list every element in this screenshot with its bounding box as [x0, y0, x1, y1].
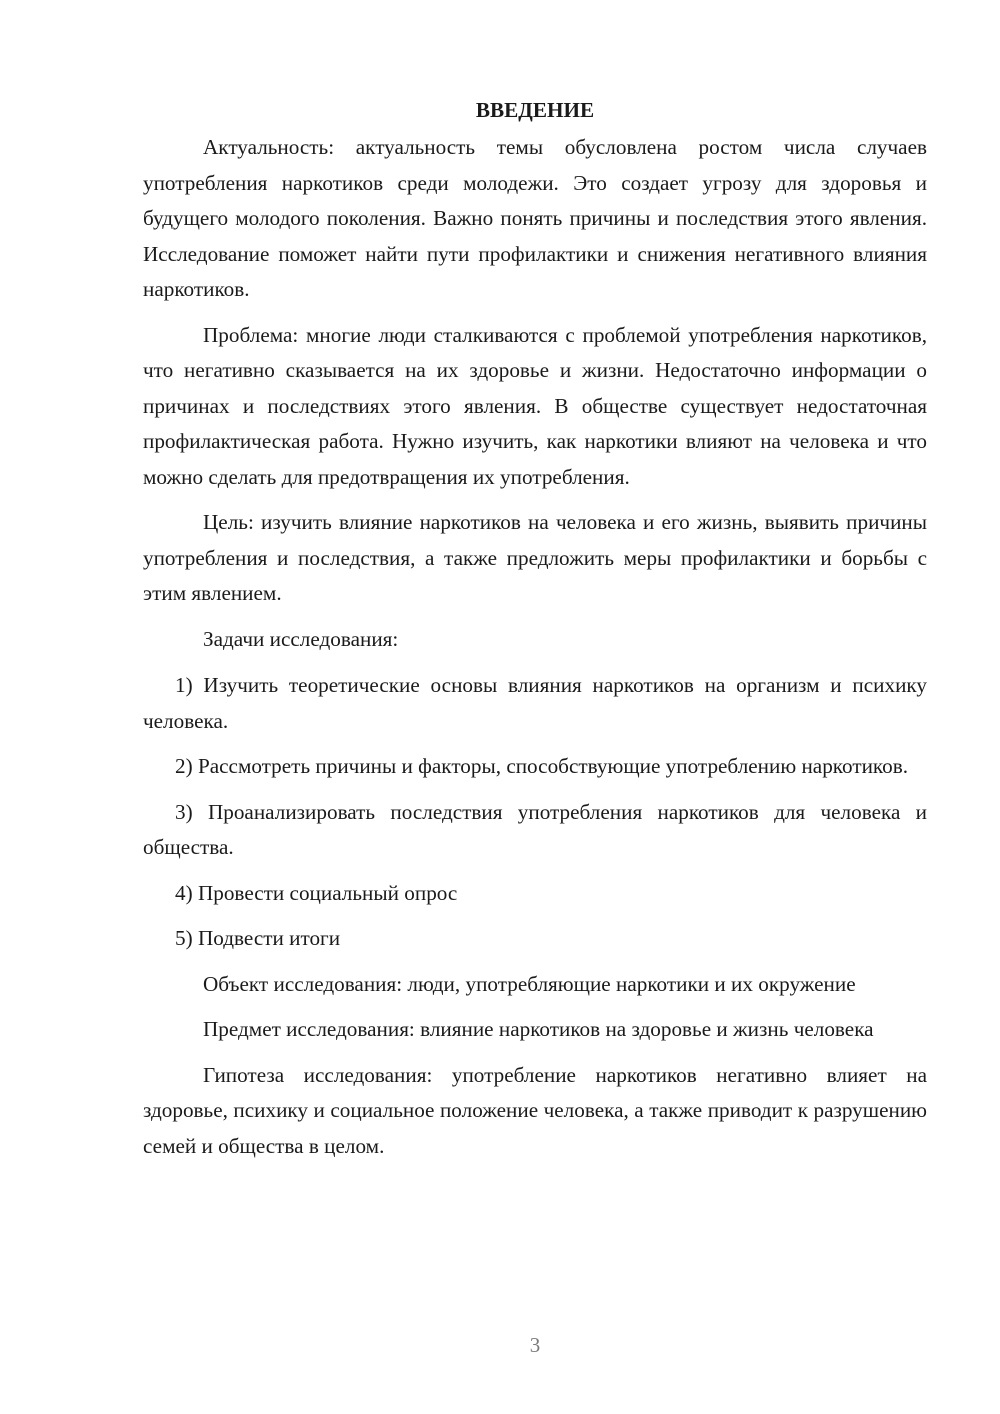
tasks-heading: Задачи исследования: — [203, 626, 399, 651]
goal-paragraph: Цель: изучить влияние наркотиков на человека и его жизнь, выявить причины употребления и последствия, а также предложить меры профилактики и борьбы с этим явлением. — [143, 510, 927, 605]
task-item-4: 4) Провести социальный опрос — [175, 880, 458, 905]
task-item-2: 2) Рассмотреть причины и факторы, способствующие употреблению наркотиков. — [175, 754, 909, 778]
task-item-1: 1) Изучить теоретические основы влияния наркотиков на организм и психику человека. — [143, 673, 927, 733]
hypothesis-paragraph: Гипотеза исследования: употребление наркотиков негативно влияет на здоровье, психику и социальное положение человека, а также приводит к разрушению семей и общества в целом. — [143, 1062, 927, 1158]
task-item-3: 3) Проанализировать последствия употребления наркотиков для человека и общества. — [143, 799, 927, 859]
subject-paragraph: Предмет исследования: влияние наркотиков на здоровье и жизнь человека — [203, 1017, 874, 1041]
relevance-paragraph: Актуальность: актуальность темы обусловлена ростом числа случаев употребления наркотиков среди молодежи. Это создает угрозу для здоровья и будущего молодого поколения. Важно понять причины и последствия этого явления. Исследование поможет найти пути профилактики и снижения негативного влияния наркотиков. — [143, 135, 927, 301]
problem-paragraph: Проблема: многие люди сталкиваются с проблемой употребления наркотиков, что негативно сказывается на их здоровье и жизни. Недостаточно информации о причинах и последствиях этого явления. В обществе существует недостаточная профилактическая работа. Нужно изучить, как наркотики влияют на человека и что можно сделать для предотвращения их употребления. — [143, 322, 927, 489]
page-number: 3 — [529, 1333, 541, 1357]
page-title: ВВЕДЕНИЕ — [475, 98, 595, 122]
object-paragraph: Объект исследования: люди, употребляющие наркотики и их окружение — [203, 971, 856, 996]
task-item-5: 5) Подвести итоги — [175, 926, 341, 950]
page-content — [143, 93, 927, 1174]
